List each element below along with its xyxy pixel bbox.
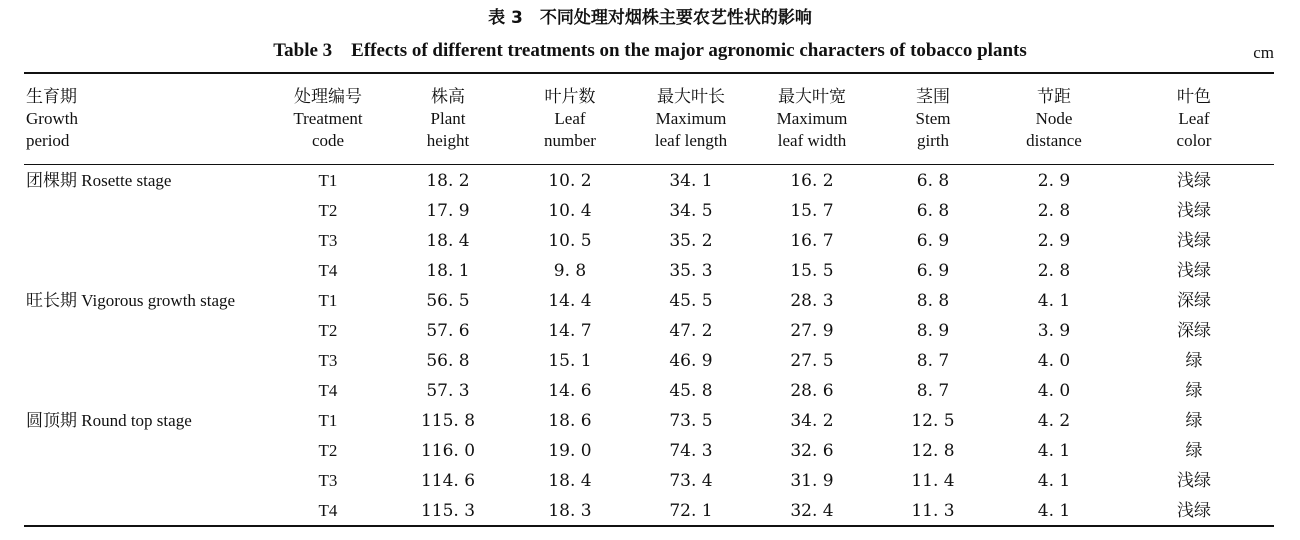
cell-node-distance: 2. 9 [1037,231,1071,251]
header-leaf-number [500,86,640,152]
cell-max-leaf-length: 47. 2 [669,321,713,341]
cell-plant-height: 115. 3 [420,501,476,521]
cell-leaf-number: 10. 5 [548,231,592,251]
cell-treatment-code: T4 [318,381,338,400]
cell-max-leaf-width: 32. 6 [790,441,834,461]
cell-plant-height: 18. 1 [426,261,470,281]
cell-stem-girth: 6. 8 [916,171,950,191]
cell-leaf-number: 9. 8 [553,261,587,281]
header-en-line2: leaf width [777,131,847,150]
table-row [0,406,1300,436]
header-en-line1: Treatment [293,109,363,128]
cell-leaf-color: 浅绿 [1177,171,1211,191]
cell-leaf-color: 浅绿 [1177,231,1211,251]
cell-leaf-color: 浅绿 [1177,501,1211,521]
table-row [0,376,1300,406]
cell-node-distance: 4. 1 [1037,441,1071,461]
cell-max-leaf-width: 16. 7 [790,231,834,251]
cell-stem-girth: 8. 8 [916,291,950,311]
period-cn: 旺长期 [26,291,77,311]
cell-plant-height: 17. 9 [426,201,470,221]
cell-leaf-number: 10. 2 [548,171,592,191]
cell-plant-height: 57. 6 [426,321,470,341]
cell-growth-period [26,286,235,316]
cell-max-leaf-width: 16. 2 [790,171,834,191]
cell-growth-period [26,166,171,196]
cell-leaf-color: 绿 [1185,351,1203,371]
cell-node-distance: 2. 8 [1037,261,1071,281]
cell-plant-height: 114. 6 [420,471,476,491]
cell-leaf-number: 14. 7 [548,321,592,341]
header-cn: 节距 [1037,87,1071,107]
cell-leaf-number: 14. 4 [548,291,592,311]
header-en-line1: Maximum [776,109,848,128]
cell-leaf-color: 绿 [1185,381,1203,401]
cell-treatment-code: T4 [318,261,338,280]
header-en-line2: code [311,131,345,150]
header-en-line1: Growth [26,109,78,128]
cell-plant-height: 18. 2 [426,171,470,191]
cell-treatment-code: T1 [318,171,338,190]
cell-treatment-code: T3 [318,351,338,370]
cell-plant-height: 57. 3 [426,381,470,401]
table-row [0,346,1300,376]
cell-leaf-number: 18. 4 [548,471,592,491]
header-growth-period [26,86,78,152]
header-plant-height [378,86,518,152]
period-en: Vigorous growth stage [81,291,236,310]
cell-stem-girth: 11. 3 [911,501,955,521]
cell-max-leaf-length: 34. 1 [669,171,713,191]
header-cn: 生育期 [26,87,77,107]
table-top-rule [24,72,1274,74]
cell-stem-girth: 6. 8 [916,201,950,221]
cell-max-leaf-length: 73. 5 [669,411,713,431]
cell-leaf-number: 18. 6 [548,411,592,431]
cell-max-leaf-length: 72. 1 [669,501,713,521]
cell-plant-height: 56. 5 [426,291,470,311]
cell-leaf-number: 15. 1 [548,351,592,371]
cell-stem-girth: 12. 5 [911,411,955,431]
table-title-chinese: 表 3 不同处理对烟株主要农艺性状的影响 [488,8,812,28]
cell-leaf-color: 浅绿 [1177,261,1211,281]
header-en-line2: height [426,131,470,150]
table-row [0,166,1300,196]
cell-max-leaf-length: 73. 4 [669,471,713,491]
header-max-leaf-length [621,86,761,152]
table-title-english: Table 3 Effects of different treatments on the major agronomic characters of tobacco plants [273,40,1027,61]
cell-leaf-number: 14. 6 [548,381,592,401]
cell-node-distance: 4. 0 [1037,351,1071,371]
cell-node-distance: 4. 1 [1037,501,1071,521]
period-en: Round top stage [81,411,192,430]
header-en-line2: distance [1026,131,1082,150]
cell-node-distance: 4. 1 [1037,471,1071,491]
cell-plant-height: 116. 0 [420,441,476,461]
cell-stem-girth: 12. 8 [911,441,955,461]
header-cn: 最大叶长 [657,87,725,107]
header-en-line1: Maximum [655,109,727,128]
header-en-line1: Leaf [1178,109,1210,128]
header-en-line2: period [26,131,70,150]
cell-plant-height: 18. 4 [426,231,470,251]
cell-treatment-code: T3 [318,231,338,250]
cell-max-leaf-length: 35. 3 [669,261,713,281]
cell-max-leaf-length: 45. 5 [669,291,713,311]
cell-max-leaf-width: 32. 4 [790,501,834,521]
cell-leaf-color: 浅绿 [1177,201,1211,221]
cell-leaf-color: 深绿 [1177,321,1211,341]
table-row [0,316,1300,346]
table-row [0,496,1300,526]
header-cn: 最大叶宽 [778,87,846,107]
header-cn: 株高 [431,87,465,107]
table-header-rule [24,164,1274,165]
cell-node-distance: 2. 8 [1037,201,1071,221]
cell-max-leaf-length: 45. 8 [669,381,713,401]
cell-node-distance: 4. 0 [1037,381,1071,401]
cell-max-leaf-width: 15. 5 [790,261,834,281]
cell-max-leaf-width: 27. 9 [790,321,834,341]
cell-leaf-color: 绿 [1185,411,1203,431]
table-row [0,436,1300,466]
cell-leaf-number: 18. 3 [548,501,592,521]
period-en: Rosette stage [81,171,172,190]
cell-node-distance: 2. 9 [1037,171,1071,191]
header-node-distance [984,86,1124,152]
cell-leaf-color: 深绿 [1177,291,1211,311]
table-row [0,256,1300,286]
header-en-line1: Node [1035,109,1073,128]
header-stem-girth [863,86,1003,152]
cell-stem-girth: 8. 7 [916,351,950,371]
cell-stem-girth: 8. 9 [916,321,950,341]
header-en-line1: Stem [915,109,951,128]
cell-treatment-code: T3 [318,471,338,490]
cell-leaf-number: 10. 4 [548,201,592,221]
cell-max-leaf-width: 27. 5 [790,351,834,371]
cell-max-leaf-width: 28. 3 [790,291,834,311]
cell-treatment-code: T2 [318,201,338,220]
cell-treatment-code: T2 [318,441,338,460]
cell-node-distance: 3. 9 [1037,321,1071,341]
table-row [0,196,1300,226]
cell-stem-girth: 8. 7 [916,381,950,401]
cell-max-leaf-length: 46. 9 [669,351,713,371]
table-bottom-rule [24,525,1274,527]
cell-max-leaf-length: 74. 3 [669,441,713,461]
cell-treatment-code: T1 [318,291,338,310]
cell-treatment-code: T1 [318,411,338,430]
cell-max-leaf-width: 34. 2 [790,411,834,431]
cell-growth-period [26,406,192,436]
cell-max-leaf-width: 28. 6 [790,381,834,401]
header-treatment-code [258,86,398,152]
table-row [0,466,1300,496]
header-en-line2: girth [916,131,950,150]
header-en-line1: Plant [430,109,466,128]
header-cn: 叶片数 [544,87,596,107]
cell-plant-height: 115. 8 [420,411,476,431]
period-cn: 圆顶期 [26,411,77,431]
header-en-line2: color [1176,131,1212,150]
header-max-leaf-width [742,86,882,152]
cell-stem-girth: 6. 9 [916,231,950,251]
table-row [0,226,1300,256]
cell-max-leaf-width: 15. 7 [790,201,834,221]
header-en-line2: leaf length [654,131,728,150]
cell-max-leaf-length: 35. 2 [669,231,713,251]
header-cn: 处理编号 [294,87,362,107]
header-cn: 茎围 [916,87,950,107]
cell-plant-height: 56. 8 [426,351,470,371]
cell-node-distance: 4. 2 [1037,411,1071,431]
cell-stem-girth: 11. 4 [911,471,955,491]
cell-leaf-color: 绿 [1185,441,1203,461]
cell-treatment-code: T4 [318,501,338,520]
cell-max-leaf-width: 31. 9 [790,471,834,491]
header-en-line1: Leaf [554,109,586,128]
cell-max-leaf-length: 34. 5 [669,201,713,221]
cell-leaf-color: 浅绿 [1177,471,1211,491]
period-cn: 团棵期 [26,171,77,191]
header-en-line2: number [544,131,596,150]
header-leaf-color [1124,86,1264,152]
cell-stem-girth: 6. 9 [916,261,950,281]
cell-node-distance: 4. 1 [1037,291,1071,311]
header-cn: 叶色 [1177,87,1211,107]
unit-label: cm [1253,43,1274,62]
table-row [0,286,1300,316]
cell-treatment-code: T2 [318,321,338,340]
cell-leaf-number: 19. 0 [548,441,592,461]
